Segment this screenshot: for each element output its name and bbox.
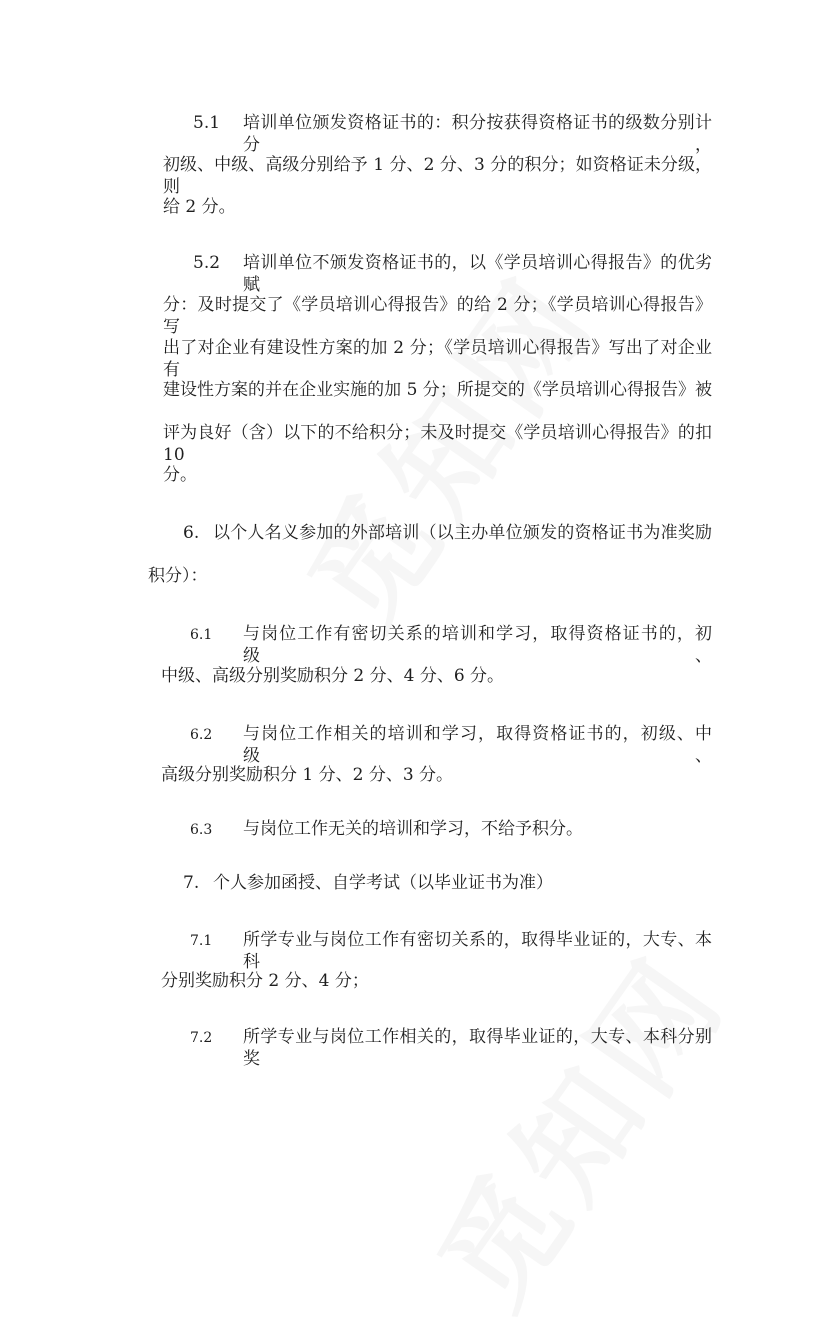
item-number: 7.2 <box>190 1030 213 1046</box>
item-number: 6.1 <box>190 627 213 643</box>
text-line: 培训单位颁发资格证书的：积分按获得资格证书的级数分别计分， <box>243 113 712 155</box>
item-number: 5.1 <box>193 113 221 133</box>
item-number: 6.2 <box>190 727 213 743</box>
text-line: 评为良好（含）以下的不给积分；未及时提交《学员培训心得报告》的扣 10 <box>163 423 712 465</box>
text-line: 以个人名义参加的外部培训（以主办单位颁发的资格证书为准奖励 <box>213 523 712 543</box>
item-number: 6. <box>183 523 200 543</box>
text-line: 出了对企业有建设性方案的加 2 分；《学员培训心得报告》写出了对企业有 <box>163 338 712 380</box>
text-line: 与岗位工作无关的培训和学习，不给予积分。 <box>243 819 583 839</box>
text-line: 所学专业与岗位工作相关的，取得毕业证的，大专、本科分别奖 <box>243 1027 712 1069</box>
text-line: 个人参加函授、自学考试（以毕业证书为准） <box>213 873 553 893</box>
text-line: 给 2 分。 <box>163 197 236 217</box>
item-number: 7.1 <box>190 933 213 949</box>
item-number: 7. <box>183 873 200 893</box>
watermark <box>393 917 758 1335</box>
text-line: 积分）： <box>148 566 208 586</box>
text-line: 高级分别奖励积分 1 分、2 分、3 分。 <box>161 765 454 785</box>
item-number: 5.2 <box>193 253 221 273</box>
text-line: 与岗位工作有密切关系的培训和学习，取得资格证书的，初级、 <box>243 624 712 666</box>
text-line: 与岗位工作相关的培训和学习，取得资格证书的，初级、中级、 <box>243 724 712 766</box>
text-line: 所学专业与岗位工作有密切关系的，取得毕业证的，大专、本科 <box>243 930 712 972</box>
item-number: 6.3 <box>190 822 213 838</box>
text-line: 中级、高级分别奖励积分 2 分、4 分、6 分。 <box>161 666 505 686</box>
text-line: 分。 <box>163 465 197 485</box>
text-line: 初级、中级、高级分别给予 1 分、2 分、3 分的积分；如资格证未分级，则 <box>163 155 712 197</box>
text-line: 分：及时提交了《学员培训心得报告》的给 2 分；《学员培训心得报告》写 <box>163 295 712 337</box>
text-line: 分别奖励积分 2 分、4 分； <box>161 971 369 991</box>
text-line: 培训单位不颁发资格证书的，以《学员培训心得报告》的优劣赋 <box>243 253 712 295</box>
text-line: 建设性方案的并在企业实施的加 5 分；所提交的《学员培训心得报告》被 <box>163 380 712 400</box>
